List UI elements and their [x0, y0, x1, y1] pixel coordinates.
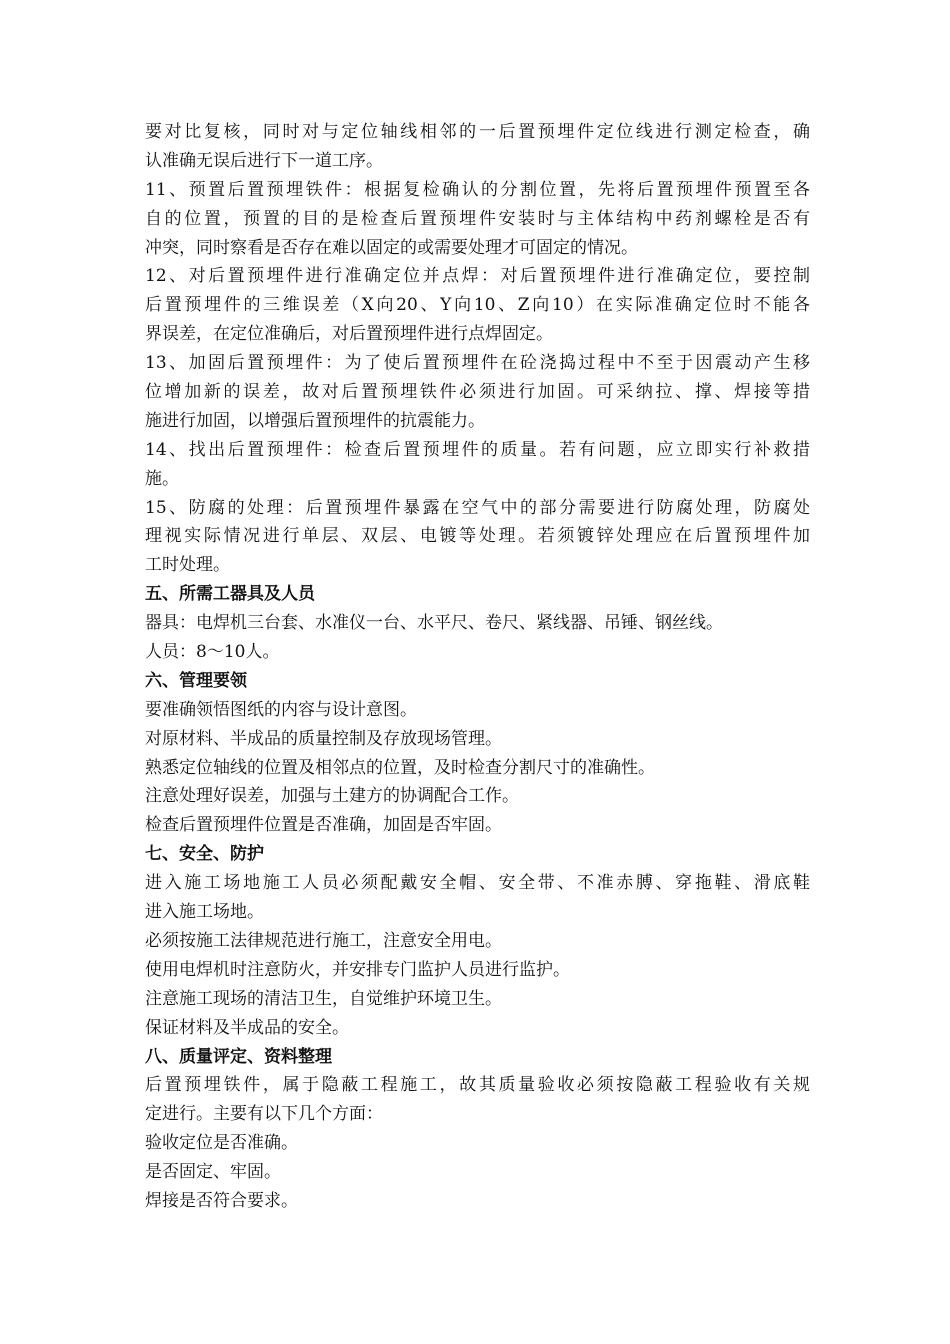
text-line: 人员：8～10人。 — [145, 642, 280, 663]
text-line: 熟悉定位轴线的位置及相邻点的位置，及时检查分割尺寸的准确性。 — [145, 757, 655, 778]
text-line: 后置预埋件的三维误差（X向20、Y向10、Z向10）在实际准确定位时不能各 — [145, 295, 810, 316]
text-line: 是否固定、牢固。 — [145, 1162, 281, 1183]
text-line: 对原材料、半成品的质量控制及存放现场管理。 — [145, 728, 502, 749]
text-line: 必须按施工法律规范进行施工，注意安全用电。 — [145, 930, 502, 951]
section-heading: 八、质量评定、资料整理 — [145, 1046, 332, 1067]
text-line: 14、找出后置预埋件：检查后置预埋件的质量。若有问题，应立即实行补救措 — [145, 439, 810, 460]
text-line: 认准确无误后进行下一道工序。 — [145, 150, 383, 171]
text-line: 注意处理好误差，加强与土建方的协调配合工作。 — [145, 786, 519, 807]
text-line: 施进行加固，以增强后置预埋件的抗震能力。 — [145, 410, 485, 431]
text-line: 后置预埋铁件，属于隐蔽工程施工，故其质量验收必须按隐蔽工程验收有关规 — [145, 1075, 810, 1096]
text-line: 进入施工场地施工人员必须配戴安全帽、安全带、不准赤膊、穿拖鞋、滑底鞋 — [145, 873, 810, 894]
text-line: 定进行。主要有以下几个方面： — [145, 1104, 383, 1125]
text-line: 13、加固后置预埋件：为了使后置预埋件在砼浇捣过程中不至于因震动产生移 — [145, 353, 810, 374]
text-line: 注意施工现场的清洁卫生，自觉维护环境卫生。 — [145, 988, 502, 1009]
text-line: 要对比复核，同时对与定位轴线相邻的一后置预埋件定位线进行测定检查，确 — [145, 122, 810, 142]
text-line: 界误差，在定位准确后，对后置预埋件进行点焊固定。 — [145, 324, 553, 345]
text-line: 自的位置，预置的目的是检查后置预埋件安装时与主体结构中药剂螺栓是否有 — [145, 208, 810, 229]
text-line: 15、防腐的处理：后置预埋件暴露在空气中的部分需要进行防腐处理，防腐处 — [145, 497, 810, 518]
text-line: 冲突，同时察看是否存在难以固定的或需要处理才可固定的情况。 — [145, 237, 638, 258]
section-heading: 五、所需工器具及人员 — [145, 584, 315, 605]
text-line: 进入施工场地。 — [145, 902, 264, 923]
text-line: 11、预置后置预埋铁件：根据复检确认的分割位置，先将后置预埋件预置至各 — [145, 179, 810, 200]
text-line: 工时处理。 — [145, 555, 230, 576]
text-line: 施。 — [145, 468, 179, 489]
text-line: 焊接是否符合要求。 — [145, 1190, 298, 1211]
text-line: 要准确领悟图纸的内容与设计意图。 — [145, 699, 417, 720]
text-line: 12、对后置预埋件进行准确定位并点焊：对后置预埋件进行准确定位，要控制 — [145, 266, 810, 287]
text-line: 检查后置预埋件位置是否准确，加固是否牢固。 — [145, 815, 502, 836]
document-page — [145, 118, 810, 1216]
text-line: 理视实际情况进行单层、双层、电镀等处理。若须镀锌处理应在后置预埋件加 — [145, 526, 810, 547]
text-line: 器具：电焊机三台套、水准仪一台、水平尺、卷尺、紧线器、吊锤、钢丝线。 — [145, 613, 723, 634]
text-line: 保证材料及半成品的安全。 — [145, 1017, 349, 1038]
section-heading: 七、安全、防护 — [145, 844, 264, 865]
text-line: 使用电焊机时注意防火，并安排专门监护人员进行监护。 — [145, 959, 570, 980]
text-line: 验收定位是否准确。 — [145, 1133, 298, 1154]
section-heading: 六、管理要领 — [145, 670, 247, 691]
text-line: 位增加新的误差，故对后置预埋铁件必须进行加固。可采纳拉、撑、焊接等措 — [145, 382, 810, 403]
